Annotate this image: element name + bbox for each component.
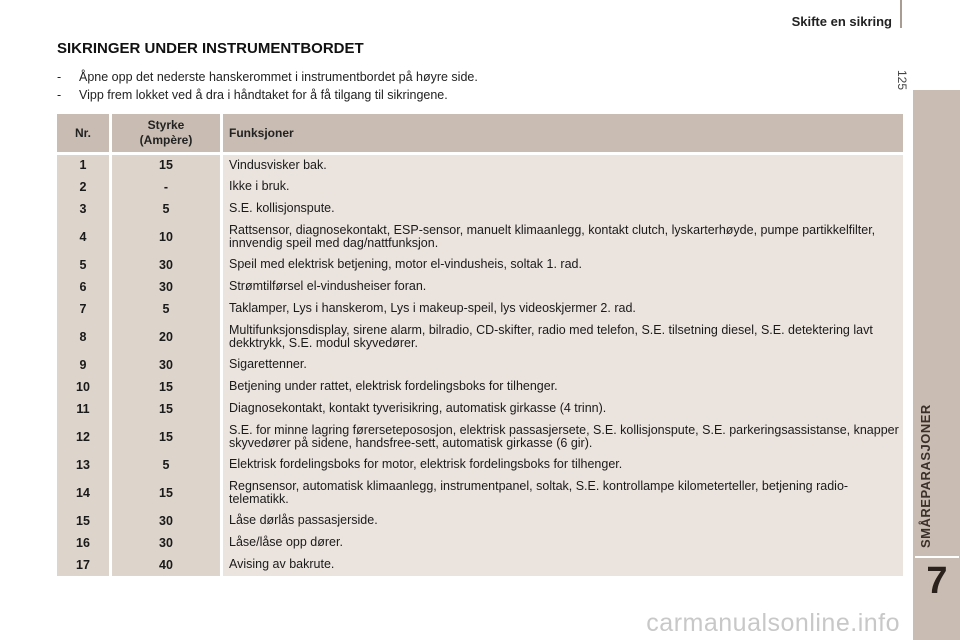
header-functions: Funksjoner: [222, 114, 904, 154]
chapter-number: 7: [926, 560, 948, 602]
fuse-amperage: 30: [111, 254, 222, 276]
fuse-function: Diagnosekontakt, kontakt tyverisikring, automatisk girkasse (4 trinn).: [222, 398, 904, 420]
page-number: [895, 70, 909, 90]
fuse-number: 14: [57, 476, 111, 510]
header-divider: [900, 0, 902, 28]
page-number-text: 125: [895, 70, 909, 91]
fuse-amperage: 15: [111, 398, 222, 420]
fuse-amperage: 5: [111, 298, 222, 320]
table-row: [57, 376, 903, 398]
header-strength-line1: Styrke: [147, 118, 185, 132]
fuse-number: 12: [57, 420, 111, 454]
fuse-number: 9: [57, 354, 111, 376]
fuse-amperage: 30: [111, 354, 222, 376]
fuse-function: Avising av bakrute.: [222, 554, 904, 576]
instruction-list: [57, 68, 478, 104]
table-row: [57, 554, 903, 576]
table-row: [57, 454, 903, 476]
fuse-function: Regnsensor, automatisk klimaanlegg, instrumentpanel, soltak, S.E. kontrollampe kilometerteller, betjening radio-telematikk.: [222, 476, 904, 510]
fuse-number: 17: [57, 554, 111, 576]
fuse-function: Låse dørlås passasjerside.: [222, 510, 904, 532]
fuse-number: 1: [57, 154, 111, 176]
fuse-function: Speil med elektrisk betjening, motor el-vindusheis, soltak 1. rad.: [222, 254, 904, 276]
table-row: [57, 476, 903, 510]
table-row: [57, 320, 903, 354]
fuse-number: 2: [57, 176, 111, 198]
header-strength-line2: (Ampère): [139, 133, 193, 147]
fuse-amperage: 10: [111, 220, 222, 254]
table-row: [57, 298, 903, 320]
fuse-amperage: 15: [111, 376, 222, 398]
fuse-function: Elektrisk fordelingsboks for motor, elektrisk fordelingsboks for tilhenger.: [222, 454, 904, 476]
fuse-number: 4: [57, 220, 111, 254]
fuse-number: 6: [57, 276, 111, 298]
table-row: [57, 420, 903, 454]
section-title: SIKRINGER UNDER INSTRUMENTBORDET: [57, 40, 364, 57]
fuse-function: Strømtilførsel el-vindusheiser foran.: [222, 276, 904, 298]
table-row: [57, 254, 903, 276]
chapter-divider: [915, 556, 959, 558]
fuse-function: Sigarettenner.: [222, 354, 904, 376]
fuse-function: Multifunksjonsdisplay, sirene alarm, bilradio, CD-skifter, radio med telefon, S.E. tilsetning diesel, S.E. detektering lavt dekktrykk, S.E. modul skyvedører.: [222, 320, 904, 354]
table-row: [57, 510, 903, 532]
fuse-amperage: 40: [111, 554, 222, 576]
fuse-function: S.E. for minne lagring førersetepososjon, elektrisk passasjersete, S.E. kollisjonspute, S.E. parkeringsassistanse, knapper skyvedører på sidene, handsfree-sett, automatisk girkasse (6 gir).: [222, 420, 904, 454]
fuse-number: 8: [57, 320, 111, 354]
fuse-number: 11: [57, 398, 111, 420]
fuse-amperage: 30: [111, 276, 222, 298]
page-header-title: Skifte en sikring: [791, 14, 892, 29]
fuse-number: 5: [57, 254, 111, 276]
fuse-amperage: 30: [111, 510, 222, 532]
fuse-number: 10: [57, 376, 111, 398]
instruction-item: - Vipp frem lokket ved å dra i håndtaket for å få tilgang til sikringene.: [57, 86, 478, 104]
table-row: [57, 176, 903, 198]
fuse-amperage: 5: [111, 198, 222, 220]
table-row: [57, 198, 903, 220]
table-row: [57, 154, 903, 176]
table-header-row: [57, 114, 903, 154]
fuse-number: 3: [57, 198, 111, 220]
fuse-amperage: 30: [111, 532, 222, 554]
fuse-amperage: 5: [111, 454, 222, 476]
fuse-function: S.E. kollisjonspute.: [222, 198, 904, 220]
table-row: [57, 276, 903, 298]
fuse-amperage: 15: [111, 420, 222, 454]
fuse-number: 13: [57, 454, 111, 476]
fuse-amperage: 15: [111, 476, 222, 510]
fuse-number: 16: [57, 532, 111, 554]
fuse-amperage: -: [111, 176, 222, 198]
table-row: [57, 354, 903, 376]
chapter-label-text: SMÅREPARASJONER: [918, 404, 933, 548]
fuse-amperage: 15: [111, 154, 222, 176]
header-strength: [111, 114, 222, 154]
fuse-table: [57, 114, 903, 576]
header-nr: Nr.: [57, 114, 111, 154]
fuse-number: 7: [57, 298, 111, 320]
fuse-function: Rattsensor, diagnosekontakt, ESP-sensor, manuelt klimaanlegg, kontakt clutch, lyskarterhøyde, pumpe partikkelfilter, innvendig speil med dag/nattfunksjon.: [222, 220, 904, 254]
fuse-function: Betjening under rattet, elektrisk fordelingsboks for tilhenger.: [222, 376, 904, 398]
fuse-amperage: 20: [111, 320, 222, 354]
table-row: [57, 532, 903, 554]
fuse-function: Vindusvisker bak.: [222, 154, 904, 176]
instruction-item: - Åpne opp det nederste hanskerommet i instrumentbordet på høyre side.: [57, 68, 478, 86]
fuse-function: Ikke i bruk.: [222, 176, 904, 198]
fuse-function: Låse/låse opp dører.: [222, 532, 904, 554]
table-row: [57, 220, 903, 254]
fuse-number: 15: [57, 510, 111, 532]
fuse-function: Taklamper, Lys i hanskerom, Lys i makeup-speil, lys videoskjermer 2. rad.: [222, 298, 904, 320]
table-row: [57, 398, 903, 420]
watermark: carmanualsonline.info: [646, 609, 900, 637]
